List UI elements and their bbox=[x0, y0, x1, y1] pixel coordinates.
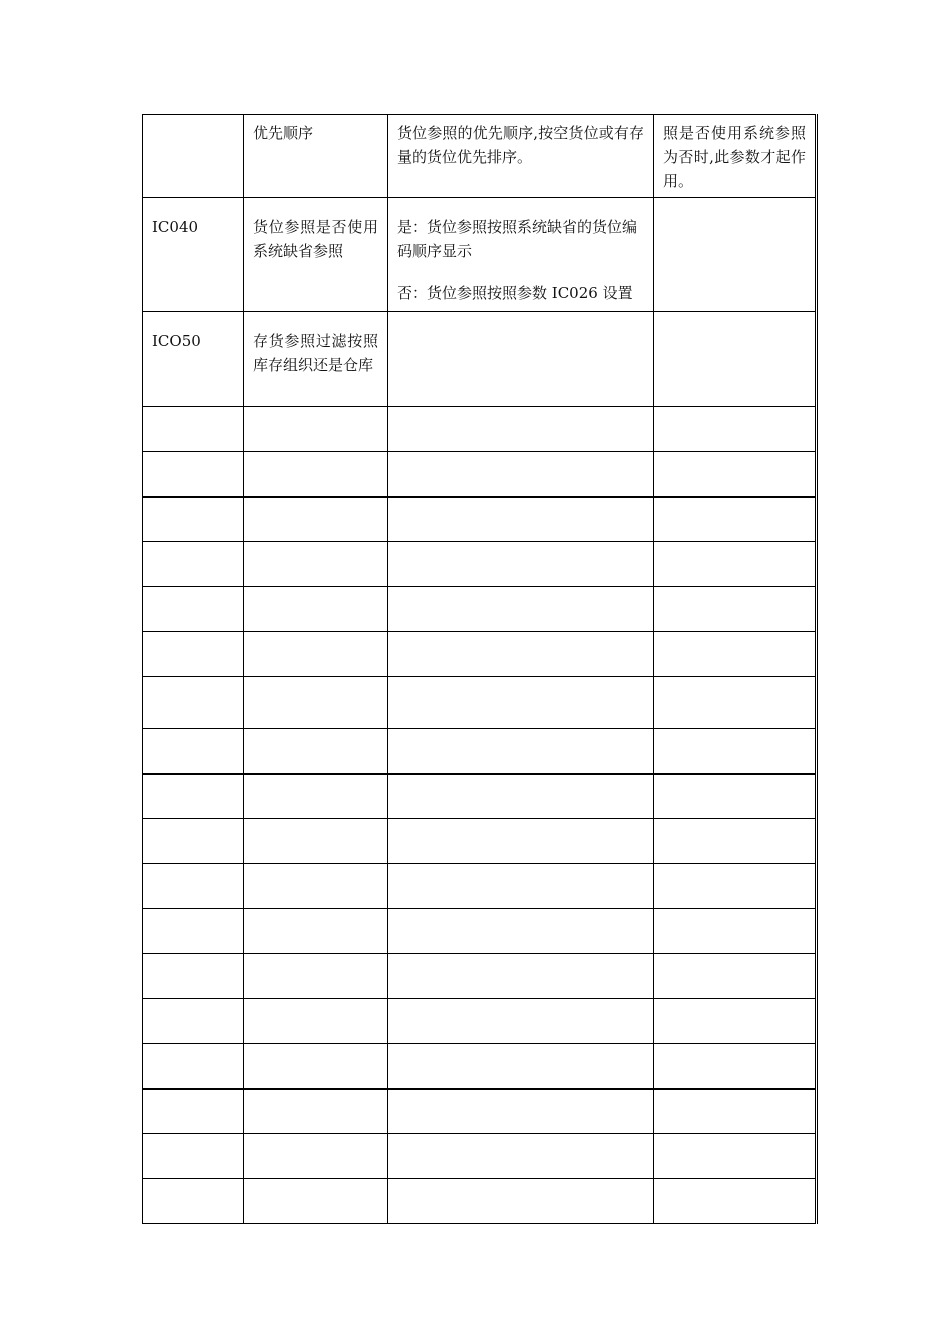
table-cell bbox=[388, 1089, 654, 1134]
table-cell bbox=[654, 819, 817, 864]
table-cell bbox=[244, 774, 388, 819]
table-cell bbox=[244, 909, 388, 954]
table-cell bbox=[143, 1089, 244, 1134]
table-cell bbox=[143, 497, 244, 542]
table-cell bbox=[244, 1179, 388, 1224]
table-cell bbox=[388, 632, 654, 677]
table-cell bbox=[143, 1179, 244, 1224]
table-row-empty bbox=[143, 1089, 817, 1134]
table-cell bbox=[654, 999, 817, 1044]
table-row bbox=[143, 115, 817, 198]
table-cell bbox=[388, 1134, 654, 1179]
table-cell bbox=[654, 632, 817, 677]
table-cell bbox=[143, 632, 244, 677]
table-row-empty bbox=[143, 819, 817, 864]
param-desc-cell bbox=[388, 198, 654, 312]
param-name-cell: 货位参照是否使用系统缺省参照 bbox=[244, 198, 388, 312]
param-note-cell: 照是否使用系统参照为否时,此参数才起作用。 bbox=[654, 115, 817, 198]
param-desc-cell bbox=[388, 312, 654, 407]
table-cell bbox=[244, 407, 388, 452]
table-cell bbox=[654, 729, 817, 774]
table-cell bbox=[388, 1179, 654, 1224]
table-cell bbox=[388, 497, 654, 542]
table-row-empty bbox=[143, 677, 817, 729]
table-cell bbox=[388, 452, 654, 497]
table-cell bbox=[654, 1044, 817, 1089]
table-cell bbox=[388, 677, 654, 729]
table-cell bbox=[244, 729, 388, 774]
param-note-cell bbox=[654, 312, 817, 407]
parameter-table bbox=[142, 114, 818, 1224]
table-cell bbox=[143, 1134, 244, 1179]
table-cell bbox=[388, 587, 654, 632]
table-cell bbox=[244, 1134, 388, 1179]
table-cell bbox=[143, 954, 244, 999]
table-row-empty bbox=[143, 909, 817, 954]
table-row-empty bbox=[143, 542, 817, 587]
table-cell bbox=[244, 632, 388, 677]
table-cell bbox=[388, 819, 654, 864]
table-cell bbox=[654, 909, 817, 954]
param-name-cell: 存货参照过滤按照库存组织还是仓库 bbox=[244, 312, 388, 407]
param-desc-text: 货位参照的优先顺序,按空货位或有存量的货位优先排序。 bbox=[397, 124, 644, 166]
table-cell bbox=[244, 677, 388, 729]
table-row bbox=[143, 198, 817, 312]
table-cell bbox=[654, 954, 817, 999]
param-desc-cell bbox=[388, 115, 654, 198]
param-code-cell: ICO50 bbox=[143, 312, 244, 407]
table-cell bbox=[654, 497, 817, 542]
table-cell bbox=[654, 407, 817, 452]
table-row-empty bbox=[143, 954, 817, 999]
table-row-empty bbox=[143, 1134, 817, 1179]
table-cell bbox=[244, 452, 388, 497]
table-cell bbox=[244, 587, 388, 632]
table-cell bbox=[143, 819, 244, 864]
param-desc-no: 否：货位参照按照参数 IC026 设置 bbox=[397, 284, 633, 302]
table-row-empty bbox=[143, 587, 817, 632]
param-desc-yes: 是：货位参照按照系统缺省的货位编码顺序显示 bbox=[397, 218, 638, 260]
table-cell bbox=[654, 542, 817, 587]
table-row-empty bbox=[143, 864, 817, 909]
table-cell bbox=[388, 729, 654, 774]
table-cell bbox=[143, 1044, 244, 1089]
table-cell bbox=[654, 774, 817, 819]
table-row bbox=[143, 312, 817, 407]
table-row-empty bbox=[143, 1044, 817, 1089]
table-row-empty bbox=[143, 452, 817, 497]
table-cell bbox=[143, 774, 244, 819]
table-row-empty bbox=[143, 407, 817, 452]
table-cell bbox=[143, 677, 244, 729]
table-row-empty bbox=[143, 774, 817, 819]
param-note-cell bbox=[654, 198, 817, 312]
table-cell bbox=[654, 452, 817, 497]
table-cell bbox=[388, 542, 654, 587]
table-cell bbox=[388, 1044, 654, 1089]
table-cell bbox=[654, 1089, 817, 1134]
table-cell bbox=[143, 407, 244, 452]
table-cell bbox=[244, 999, 388, 1044]
table-cell bbox=[388, 864, 654, 909]
table-cell bbox=[654, 864, 817, 909]
table-cell bbox=[244, 497, 388, 542]
table-cell bbox=[244, 864, 388, 909]
param-code-cell bbox=[143, 115, 244, 198]
table-cell bbox=[143, 729, 244, 774]
table-cell bbox=[143, 864, 244, 909]
table-row-empty bbox=[143, 1179, 817, 1224]
table-cell bbox=[654, 1134, 817, 1179]
table-cell bbox=[143, 452, 244, 497]
table-row-empty bbox=[143, 999, 817, 1044]
table-cell bbox=[143, 587, 244, 632]
table-cell bbox=[244, 542, 388, 587]
table-cell bbox=[654, 1179, 817, 1224]
table-cell bbox=[143, 542, 244, 587]
table-cell bbox=[654, 587, 817, 632]
param-code-cell: IC040 bbox=[143, 198, 244, 312]
table-cell bbox=[244, 1089, 388, 1134]
table-cell bbox=[388, 774, 654, 819]
table-cell bbox=[143, 909, 244, 954]
table-cell bbox=[244, 1044, 388, 1089]
table-row-empty bbox=[143, 497, 817, 542]
table-cell bbox=[654, 677, 817, 729]
table-cell bbox=[388, 954, 654, 999]
table-cell bbox=[244, 954, 388, 999]
table-cell bbox=[388, 909, 654, 954]
table-cell bbox=[388, 999, 654, 1044]
table-cell bbox=[244, 819, 388, 864]
table-cell bbox=[388, 407, 654, 452]
table-cell bbox=[143, 999, 244, 1044]
table-row-empty bbox=[143, 632, 817, 677]
table-row-empty bbox=[143, 729, 817, 774]
param-name-cell: 优先顺序 bbox=[244, 115, 388, 198]
